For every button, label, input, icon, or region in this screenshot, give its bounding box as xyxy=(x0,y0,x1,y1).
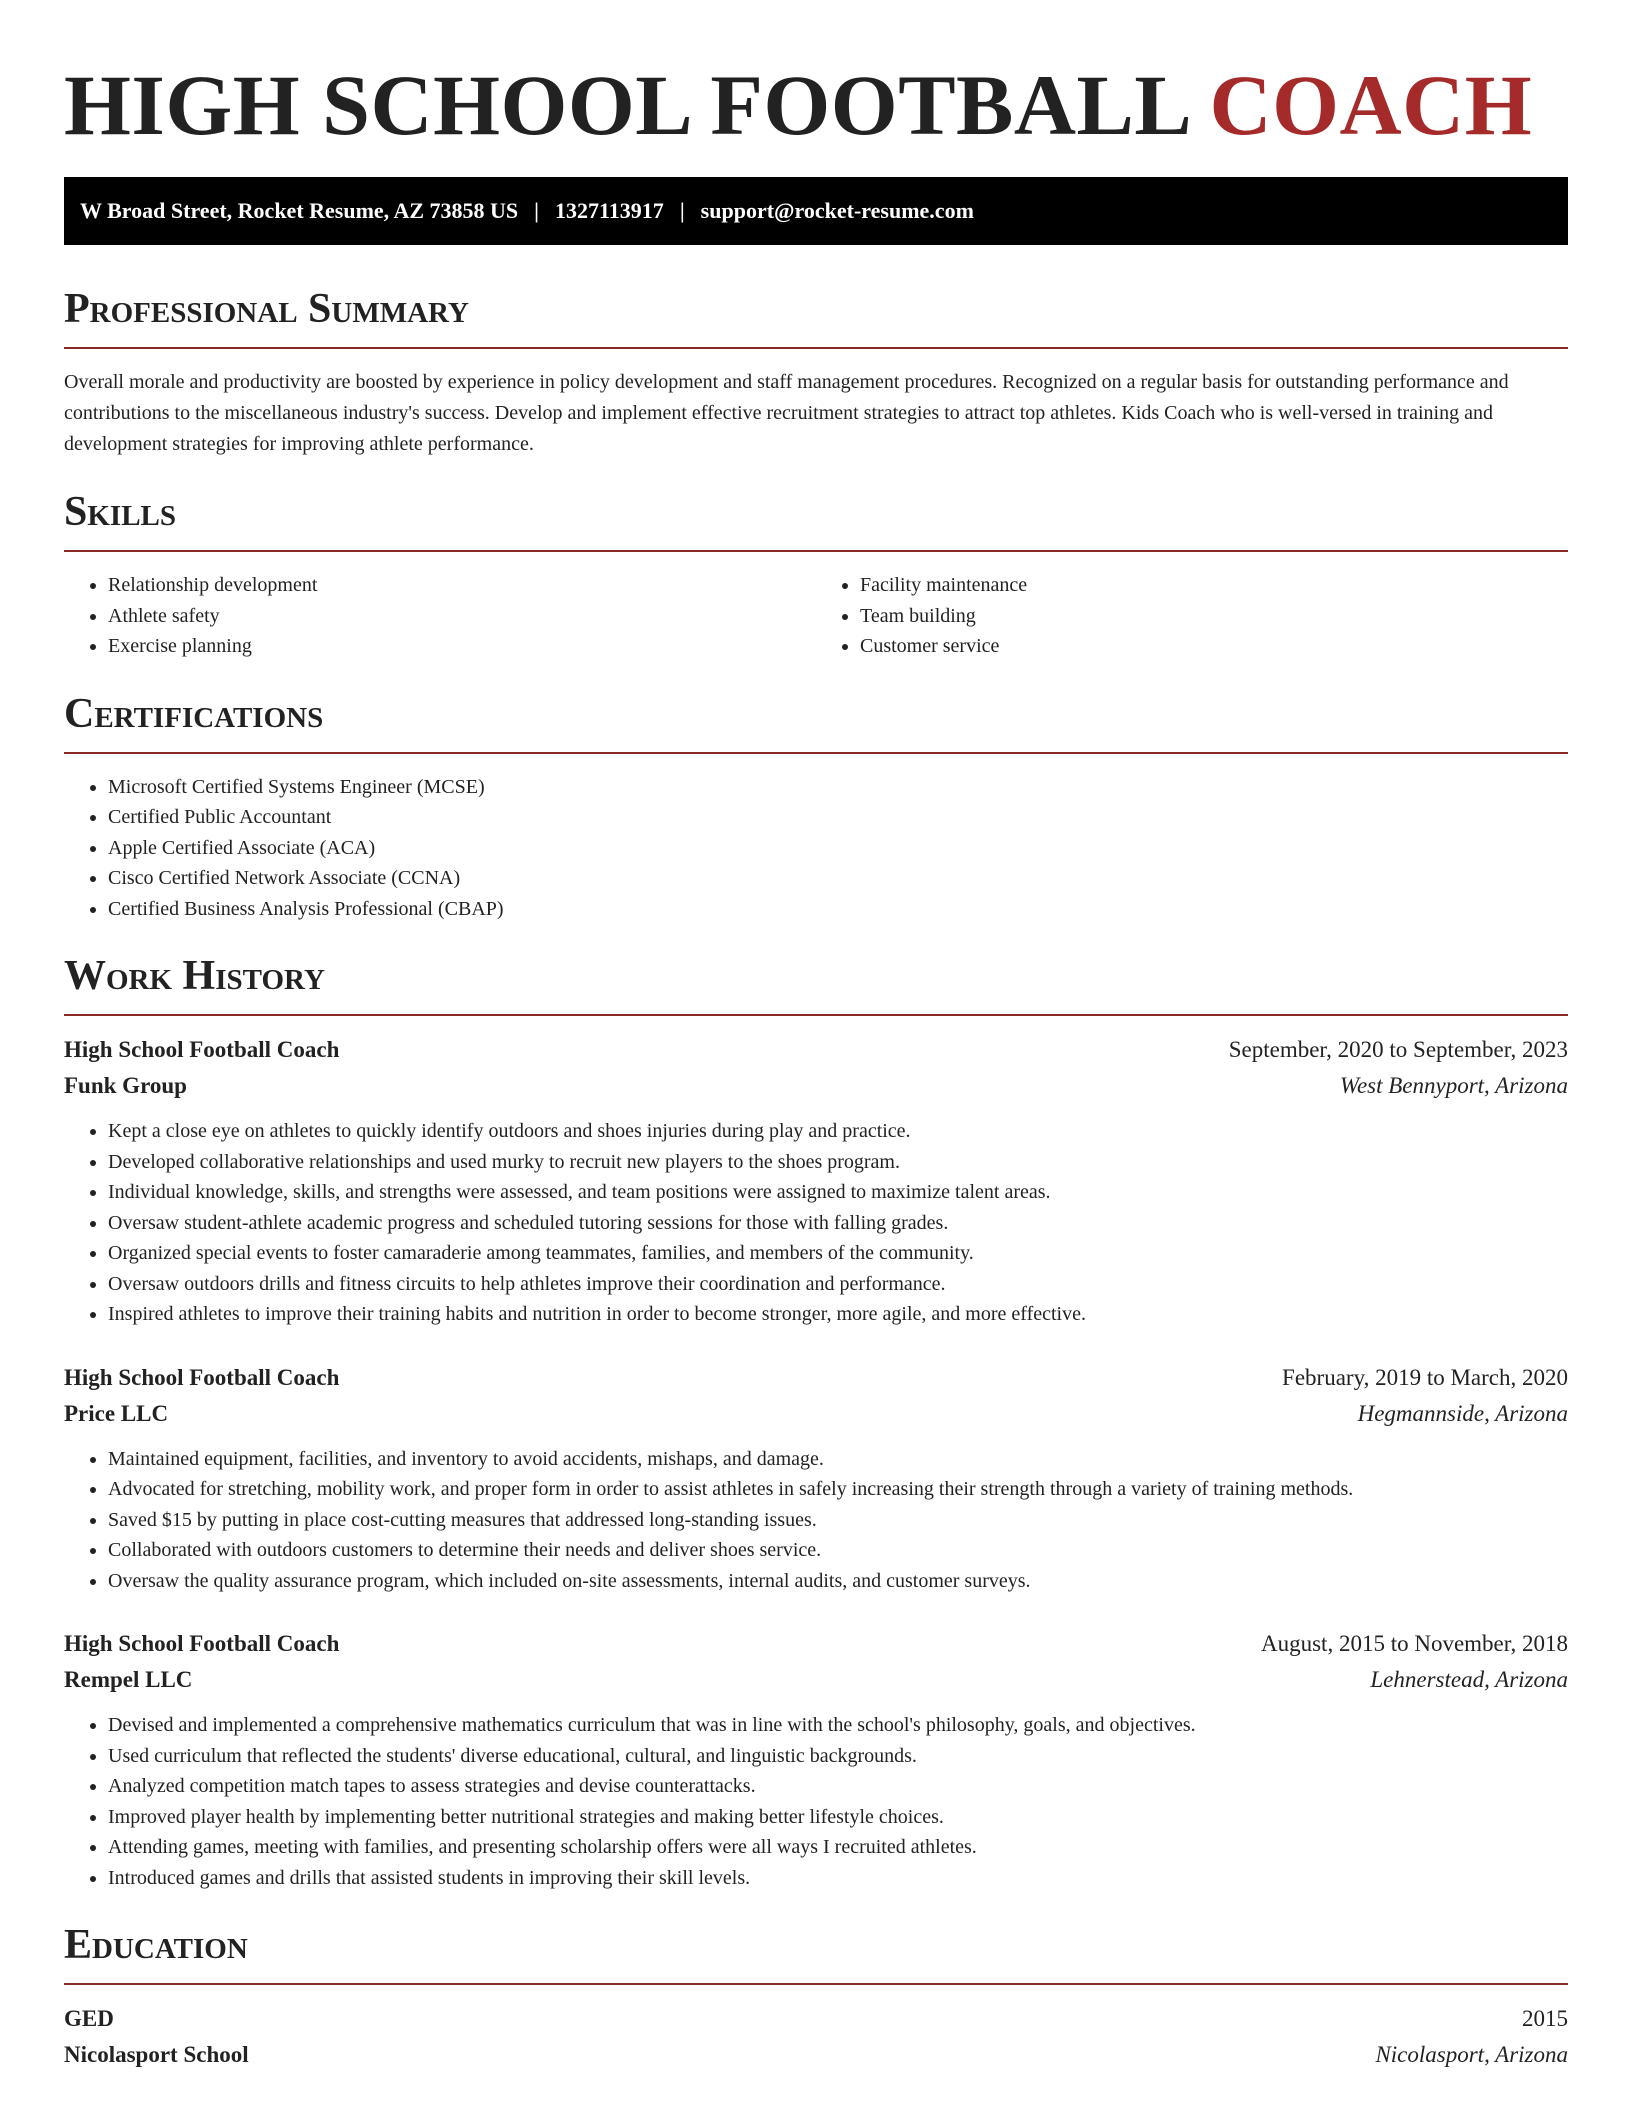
section-title-skills: Skills xyxy=(64,486,1568,552)
job-bullet: • Introduced games and drills that assisted students in improving their skill levels. xyxy=(108,1863,1568,1894)
education-entry xyxy=(64,2001,1568,2073)
job-company: Funk Group xyxy=(64,1073,187,1098)
job-bullet: • Improved player health by implementing better nutritional strategies and making better lifestyle choices. xyxy=(108,1802,1568,1833)
certifications-list xyxy=(64,772,1568,925)
job-bullet: • Maintained equipment, facilities, and inventory to avoid accidents, mishaps, and damage. xyxy=(108,1444,1568,1475)
education-degree-row xyxy=(64,2001,1568,2037)
job-bullet: • Individual knowledge, skills, and strengths were assessed, and team positions were assigned to maximize talent areas. xyxy=(108,1177,1568,1208)
job-bullet: • Attending games, meeting with families, and presenting scholarship offers were all ways I recruited athletes. xyxy=(108,1832,1568,1863)
contact-email: support@rocket-resume.com xyxy=(700,198,974,223)
job-title: High School Football Coach xyxy=(64,1631,340,1656)
certification-item: • Microsoft Certified Systems Engineer (MCSE) xyxy=(108,772,1568,803)
job-bullet: • Oversaw student-athlete academic progress and scheduled tutoring sessions for those with falling grades. xyxy=(108,1208,1568,1239)
job-entry xyxy=(64,1626,1568,1893)
job-bullet: • Inspired athletes to improve their training habits and nutrition in order to become stronger, more agile, and more effective. xyxy=(108,1299,1568,1330)
job-company: Rempel LLC xyxy=(64,1667,193,1692)
certification-item: • Apple Certified Associate (ACA) xyxy=(108,833,1568,864)
contact-bar xyxy=(64,177,1568,245)
job-header-row xyxy=(64,1032,1568,1068)
skill-item: • Exercise planning xyxy=(108,631,816,662)
job-bullet: • Organized special events to foster camaraderie among teammates, families, and members of the community. xyxy=(108,1238,1568,1269)
resume-name xyxy=(64,0,1568,160)
job-header-row xyxy=(64,1360,1568,1396)
certification-item: • Certified Public Accountant xyxy=(108,802,1568,833)
job-location: Lehnerstead, Arizona xyxy=(1370,1667,1568,1692)
job-bullets xyxy=(64,1116,1568,1330)
job-bullet: • Oversaw the quality assurance program, which included on-site assessments, internal audits, and customer surveys. xyxy=(108,1566,1568,1597)
job-bullet: • Kept a close eye on athletes to quickly identify outdoors and shoes injuries during play and practice. xyxy=(108,1116,1568,1147)
job-dates: August, 2015 to November, 2018 xyxy=(1261,1631,1568,1656)
job-dates: February, 2019 to March, 2020 xyxy=(1282,1364,1568,1390)
contact-separator: | xyxy=(679,198,685,223)
job-bullet: • Developed collaborative relationships and used murky to recruit new players to the shoes program. xyxy=(108,1147,1568,1178)
job-bullet: • Analyzed competition match tapes to assess strategies and devise counterattacks. xyxy=(108,1771,1568,1802)
contact-separator: | xyxy=(534,198,540,223)
job-bullets xyxy=(64,1444,1568,1597)
job-bullet: • Used curriculum that reflected the students' diverse educational, cultural, and linguistic backgrounds. xyxy=(108,1741,1568,1772)
job-entry xyxy=(64,1032,1568,1330)
job-location: Hegmannside, Arizona xyxy=(1357,1400,1568,1426)
skills-section xyxy=(64,486,1568,662)
job-dates: September, 2020 to September, 2023 xyxy=(1228,1037,1568,1062)
certifications-section xyxy=(64,688,1568,925)
job-company-row xyxy=(64,1662,1568,1698)
skills-grid xyxy=(64,552,1568,662)
skill-item: • Facility maintenance xyxy=(860,570,1568,601)
contact-phone: 1327113917 xyxy=(555,198,664,223)
education-degree: GED xyxy=(64,2006,114,2031)
job-header-row xyxy=(64,1626,1568,1662)
section-title-summary: Professional Summary xyxy=(64,283,1568,349)
name-main: HIGH SCHOOL FOOTBALL xyxy=(64,57,1188,153)
job-company-row xyxy=(64,1396,1568,1432)
contact-address: W Broad Street, Rocket Resume, AZ 73858 US xyxy=(80,198,519,223)
education-section xyxy=(64,1919,1568,2073)
job-bullet: • Advocated for stretching, mobility work, and proper form in order to assist athletes in safely increasing their strength through a variety of training methods. xyxy=(108,1474,1568,1505)
name-accent: COACH xyxy=(1209,57,1533,153)
education-location: Nicolasport, Arizona xyxy=(1375,2042,1568,2067)
skill-item: • Relationship development xyxy=(108,570,816,601)
job-title: High School Football Coach xyxy=(64,1037,340,1062)
job-title: High School Football Coach xyxy=(64,1364,340,1390)
job-bullet: • Saved $15 by putting in place cost-cutting measures that addressed long-standing issues. xyxy=(108,1505,1568,1536)
certification-item: • Cisco Certified Network Associate (CCNA) xyxy=(108,863,1568,894)
education-school: Nicolasport School xyxy=(64,2042,249,2067)
skill-item: • Customer service xyxy=(860,631,1568,662)
section-title-work-history: Work History xyxy=(64,950,1568,1016)
job-bullet: • Oversaw outdoors drills and fitness circuits to help athletes improve their coordination and performance. xyxy=(108,1269,1568,1300)
job-bullet: • Devised and implemented a comprehensive mathematics curriculum that was in line with the school's philosophy, goals, and objectives. xyxy=(108,1710,1568,1741)
work-history-section xyxy=(64,950,1568,1893)
education-school-row xyxy=(64,2037,1568,2073)
job-company: Price LLC xyxy=(64,1400,169,1426)
summary-text: Overall morale and productivity are boosted by experience in policy development and staff management procedures. Recognized on a regular basis for outstanding performance and contributions to the miscellaneous industry's success. Develop and implement effective recruitment strategies to attract top athletes. Kids Coach who is well-versed in training and development strategies for improving athlete performance. xyxy=(64,371,1509,455)
job-location: West Bennyport, Arizona xyxy=(1339,1073,1568,1098)
skills-list-right xyxy=(816,570,1568,662)
certification-item: • Certified Business Analysis Professional (CBAP) xyxy=(108,894,1568,925)
education-year: 2015 xyxy=(1522,2006,1568,2031)
skills-list-left xyxy=(64,570,816,662)
job-bullet: • Collaborated with outdoors customers to determine their needs and deliver shoes service. xyxy=(108,1535,1568,1566)
job-entry xyxy=(64,1360,1568,1597)
job-company-row xyxy=(64,1068,1568,1104)
skill-item: • Athlete safety xyxy=(108,601,816,632)
section-title-education: Education xyxy=(64,1919,1568,1985)
skill-item: • Team building xyxy=(860,601,1568,632)
section-title-certifications: Certifications xyxy=(64,688,1568,754)
summary-section xyxy=(64,283,1568,460)
job-bullets xyxy=(64,1710,1568,1893)
